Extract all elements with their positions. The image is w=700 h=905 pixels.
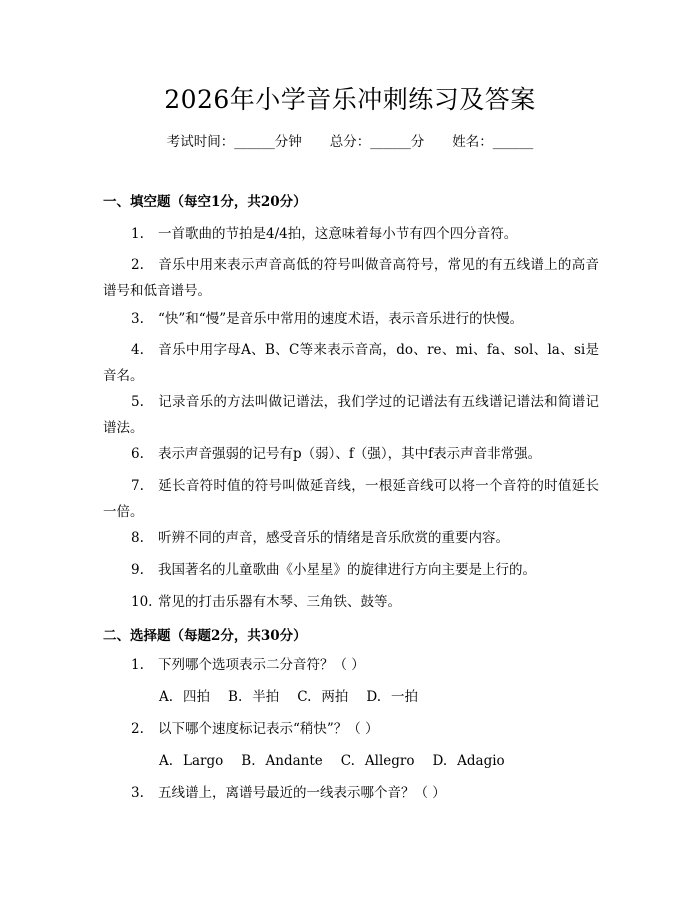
question-number: 8. bbox=[131, 530, 144, 546]
option-c: C. Allegro bbox=[340, 753, 415, 769]
question-text: 一首歌曲的节拍是4/4拍，这意味着每小节有四个四分音符。 bbox=[158, 226, 518, 242]
name-blank: ______ bbox=[492, 134, 534, 150]
question-number: 4. bbox=[131, 342, 144, 358]
question-item bbox=[103, 557, 599, 583]
question-item bbox=[103, 525, 599, 551]
option-b: B. 半拍 bbox=[228, 689, 280, 705]
question-number: 1. bbox=[131, 657, 144, 673]
section-heading-fill-in: 一、填空题（每空1分，共20分） bbox=[103, 194, 307, 210]
exam-info-line bbox=[0, 132, 700, 152]
score-unit: 分 bbox=[410, 134, 425, 150]
question-text: 记录音乐的方法叫做记谱法，我们学过的记谱法有五线谱记谱法和简谱记谱法。 bbox=[103, 394, 599, 436]
options-row bbox=[159, 687, 436, 707]
question-text: 我国著名的儿童歌曲《小星星》的旋律进行方向主要是上行的。 bbox=[158, 562, 536, 578]
time-label: 考试时间： bbox=[166, 134, 235, 150]
question-text: “快”和“慢”是音乐中常用的速度术语，表示音乐进行的快慢。 bbox=[158, 311, 524, 327]
question-number: 9. bbox=[131, 562, 144, 578]
option-a: A. Largo bbox=[159, 753, 224, 769]
option-c: C. 两拍 bbox=[297, 689, 349, 705]
question-number: 1. bbox=[131, 226, 144, 242]
question-text: 音乐中用来表示声音高低的符号叫做音高符号，常见的有五线谱上的高音谱号和低音谱号。 bbox=[103, 257, 599, 299]
option-a: A. 四拍 bbox=[159, 689, 211, 705]
question-number: 2. bbox=[131, 257, 144, 273]
question-text: 听辨不同的声音，感受音乐的情绪是音乐欣赏的重要内容。 bbox=[158, 530, 509, 546]
question-item bbox=[103, 389, 599, 441]
question-item bbox=[103, 306, 599, 332]
question-item bbox=[103, 441, 599, 467]
question-text: 五线谱上，离谱号最近的一线表示哪个音？（ ） bbox=[158, 785, 446, 801]
question-text: 表示声音强弱的记号有p（弱）、f（强），其中f表示声音非常强。 bbox=[158, 446, 542, 462]
page-title: 2026年小学音乐冲刺练习及答案 bbox=[164, 85, 536, 114]
question-number: 2. bbox=[131, 721, 144, 737]
question-item bbox=[103, 252, 599, 304]
question-text: 以下哪个速度标记表示“稍快”？（ ） bbox=[158, 721, 379, 737]
question-item bbox=[103, 780, 599, 806]
question-text: 下列哪个选项表示二分音符？（ ） bbox=[158, 657, 365, 673]
question-number: 6. bbox=[131, 446, 144, 462]
question-number: 3. bbox=[131, 785, 144, 801]
option-d: D. Adagio bbox=[432, 753, 505, 769]
options-row bbox=[159, 751, 523, 771]
question-item bbox=[103, 652, 599, 678]
option-d: D. 一拍 bbox=[366, 689, 419, 705]
time-blank: ______ bbox=[234, 134, 275, 150]
question-item bbox=[103, 473, 599, 525]
question-item bbox=[103, 337, 599, 389]
question-item bbox=[103, 716, 599, 742]
section-heading-multiple-choice: 二、选择题（每题2分，共30分） bbox=[103, 628, 307, 644]
score-label: 总分： bbox=[329, 134, 371, 150]
question-number: 7. bbox=[131, 478, 144, 494]
question-item bbox=[103, 589, 599, 615]
question-item bbox=[103, 221, 599, 247]
option-b: B. Andante bbox=[241, 753, 323, 769]
question-text: 常见的打击乐器有木琴、三角铁、鼓等。 bbox=[158, 594, 401, 610]
question-text: 音乐中用字母A、B、C等来表示音高，do、re、mi、fa、sol、la、si是音名。 bbox=[103, 342, 599, 384]
score-blank: ______ bbox=[370, 134, 411, 150]
name-label: 姓名： bbox=[452, 134, 493, 150]
question-text: 延长音符时值的符号叫做延音线，一根延音线可以将一个音符的时值延长一倍。 bbox=[103, 478, 599, 520]
question-number: 3. bbox=[131, 311, 144, 327]
time-unit: 分钟 bbox=[274, 134, 302, 150]
question-number: 10. bbox=[131, 594, 153, 610]
question-number: 5. bbox=[131, 394, 144, 410]
